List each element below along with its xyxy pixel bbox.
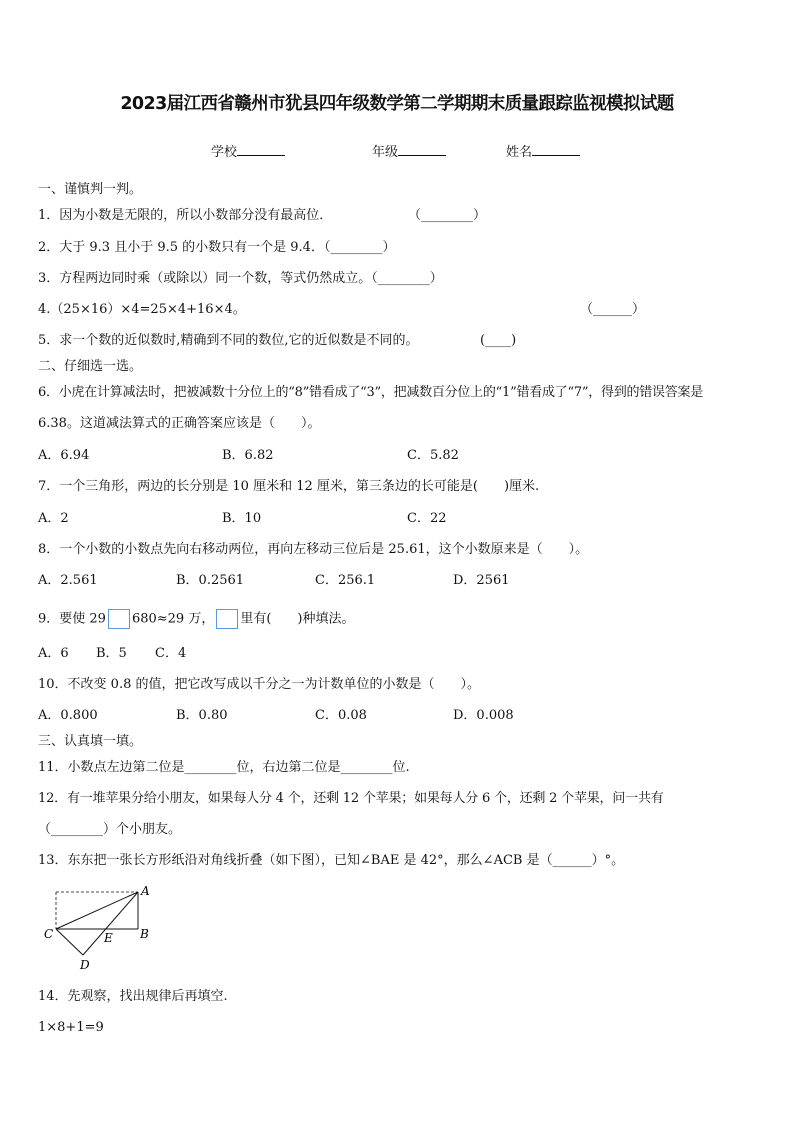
label-e: E [104, 931, 113, 945]
folded-rectangle-diagram [36, 880, 166, 972]
name-label: 姓名 [506, 145, 533, 160]
label-c: C [44, 927, 54, 941]
question-10-option-d[interactable]: D．0.008 [453, 708, 514, 723]
question-8-option-c[interactable]: C．256.1 [315, 573, 376, 588]
question-9-option-c[interactable]: C．4 [155, 646, 187, 661]
question-8: 8．一个小数的小数点先向右移动两位，再向左移动三位后是 25.61，这个小数原来是（ ）。 [38, 542, 589, 557]
page-title: 2023届江西省赣州市犹县四年级数学第二学期期末质量跟踪监视模拟试题 [120, 94, 674, 114]
question-4: 4.（25×16）×4=25×4+16×4。 [38, 302, 246, 317]
label-a: A [141, 884, 150, 898]
section-heading-1: 一、谨慎判一判。 [38, 182, 143, 197]
question-2: 2．大于 9.3 且小于 9.5 的小数只有一个是 9.4．（________） [38, 240, 396, 255]
question-10: 10．不改变 0.8 的值，把它改写成以千分之一为计数单位的小数是（ ）。 [38, 677, 480, 692]
question-9-part-3: 里有( )种填法。 [240, 611, 355, 627]
question-13: 13．东东把一张长方形纸沿对角线折叠（如下图），已知∠BAE 是 42°，那么∠ACB 是（______）°。 [38, 853, 625, 868]
question-12-line-2: （________）个小朋友。 [38, 822, 182, 837]
label-b: B [140, 927, 149, 941]
school-field [211, 141, 285, 160]
question-6-option-b[interactable]: B．6.82 [222, 448, 274, 463]
grade-blank[interactable] [398, 143, 446, 156]
edge-cd [56, 929, 83, 955]
grade-field [372, 141, 446, 160]
question-1-answer: （________） [408, 208, 487, 223]
question-7-option-a[interactable]: A．2 [38, 511, 69, 526]
question-7-option-b[interactable]: B．10 [222, 511, 262, 526]
name-blank[interactable] [532, 143, 580, 156]
question-14: 14．先观察，找出规律后再填空. [38, 989, 228, 1004]
diagonal-ca [56, 892, 138, 929]
question-4-answer: （______） [580, 302, 646, 317]
question-9-digit-box-1[interactable] [108, 609, 130, 629]
question-3: 3．方程两边同时乘（或除以）同一个数，等式仍然成立。（________） [38, 271, 443, 286]
question-6-option-c[interactable]: C．5.82 [407, 448, 459, 463]
question-14-line-1: 1×8+1=9 [38, 1020, 104, 1035]
school-blank[interactable] [237, 143, 285, 156]
question-10-option-b[interactable]: B．0.80 [176, 708, 228, 723]
question-8-option-a[interactable]: A．2.561 [38, 573, 98, 588]
question-7: 7．一个三角形，两边的长分别是 10 厘米和 12 厘米，第三条边的长可能是( )厘米. [38, 479, 540, 494]
question-9-part-1: 9．要使 29 [38, 611, 106, 627]
question-8-option-b[interactable]: B．0.2561 [176, 573, 245, 588]
question-6-line-2: 6.38。这道减法算式的正确答案应该是（ ）。 [38, 416, 321, 431]
question-9-digit-box-2[interactable] [216, 609, 238, 629]
question-6-line-1: 6．小虎在计算减法时，把被减数十分位上的“8”错看成了“3”，把减数百分位上的“1”错看成了“7”，得到的错误答案是 [38, 385, 704, 400]
question-9 [38, 609, 355, 629]
edge-da [83, 892, 138, 955]
question-11: 11．小数点左边第二位是________位，右边第二位是________位. [38, 760, 410, 775]
school-label: 学校 [211, 145, 238, 160]
question-10-option-a[interactable]: A．0.800 [38, 708, 98, 723]
section-heading-2: 二、仔细选一选。 [38, 359, 143, 374]
question-9-option-b[interactable]: B．5 [96, 646, 127, 661]
question-9-part-2: 680≈29 万， [131, 611, 215, 627]
question-10-option-c[interactable]: C．0.08 [315, 708, 367, 723]
question-8-option-d[interactable]: D．2561 [453, 573, 510, 588]
question-9-option-a[interactable]: A．6 [38, 646, 69, 661]
question-1: 1．因为小数是无限的，所以小数部分没有最高位． [38, 208, 333, 223]
question-7-option-c[interactable]: C．22 [407, 511, 447, 526]
label-d: D [80, 958, 90, 972]
name-field [506, 141, 580, 160]
question-5-answer: (____) [480, 333, 517, 348]
question-12-line-1: 12．有一堆苹果分给小朋友，如果每人分 4 个，还剩 12 个苹果；如果每人分 6 个，还剩 2 个苹果，问一共有 [38, 791, 664, 806]
question-5: 5．求一个数的近似数时,精确到不同的数位,它的近似数是不同的。 [38, 333, 419, 348]
section-heading-3: 三、认真填一填。 [38, 734, 143, 749]
grade-label: 年级 [372, 145, 399, 160]
question-6-option-a[interactable]: A．6.94 [38, 448, 90, 463]
